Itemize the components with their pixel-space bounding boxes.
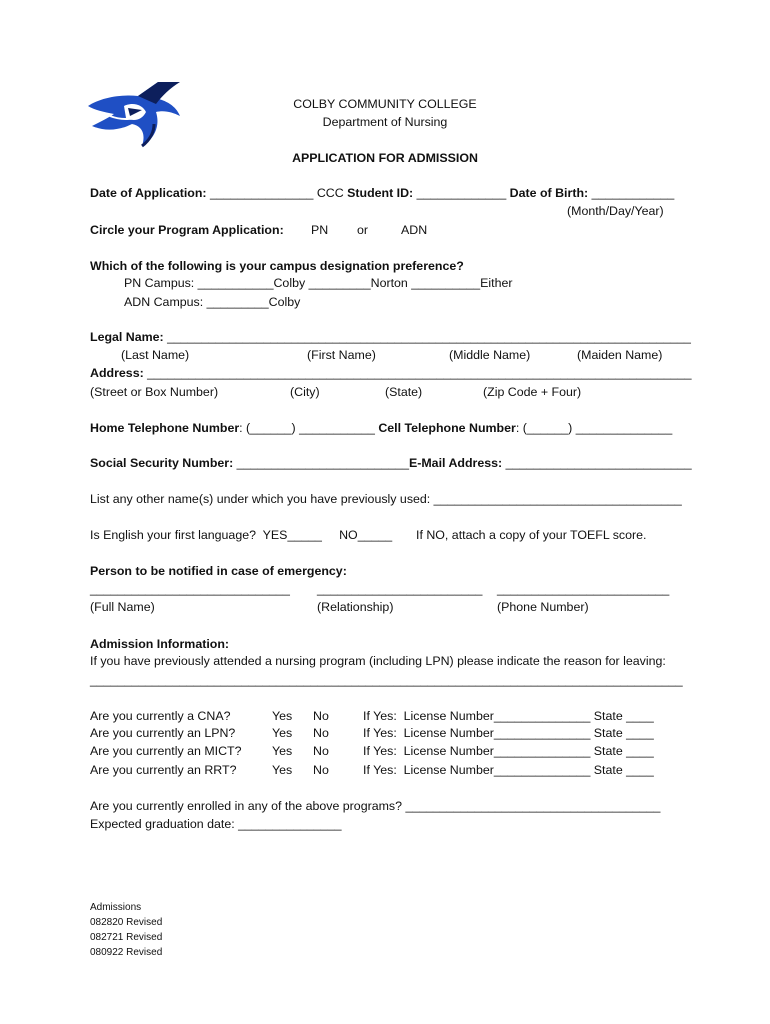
address-label: Address: — [90, 366, 144, 380]
first-name-caption: (First Name) — [307, 348, 376, 362]
middle-name-caption: (Middle Name) — [449, 348, 531, 362]
program-label: Circle your Program Application: — [90, 223, 284, 237]
email-field[interactable]: ___________________________ — [502, 456, 692, 470]
footer-line: 080922 Revised — [90, 947, 163, 958]
date-of-application-field[interactable]: _______________ CCC — [206, 186, 348, 200]
lpn-no[interactable]: No — [313, 726, 329, 740]
city-caption: (City) — [290, 385, 320, 399]
address-row — [90, 365, 692, 381]
campus-question: Which of the following is your campus designation preference? — [90, 259, 464, 273]
home-phone-label: Home Telephone Number — [90, 421, 240, 435]
mict-yes[interactable]: Yes — [272, 744, 293, 758]
mict-question: Are you currently an MICT? — [90, 744, 242, 758]
emergency-phone-field[interactable]: _________________________ — [497, 582, 670, 596]
dates-row — [90, 185, 674, 201]
cna-yes[interactable]: Yes — [272, 709, 293, 723]
cell-phone-field[interactable]: : (______) ______________ — [515, 421, 673, 435]
date-of-application-label: Date of Application: — [90, 186, 207, 200]
reason-for-leaving-field[interactable]: ______________________________________________________________________________________ — [90, 673, 683, 687]
english-question[interactable]: Is English your first language? YES_____ NO_____ — [90, 528, 393, 542]
emergency-relationship-field[interactable]: ________________________ — [317, 582, 483, 596]
address-field[interactable]: _______________________________________________________________________________ — [143, 366, 692, 380]
street-caption: (Street or Box Number) — [90, 385, 219, 399]
phone-number-caption: (Phone Number) — [497, 600, 589, 614]
program-or: or — [357, 223, 369, 237]
dob-format-hint: (Month/Day/Year) — [567, 204, 664, 218]
date-of-birth-field[interactable]: ____________ — [588, 186, 675, 200]
pn-campus-line[interactable]: PN Campus: ___________Colby _________Norton __________Either — [124, 276, 513, 290]
phone-row — [90, 420, 672, 436]
form-title: APPLICATION FOR ADMISSION — [292, 151, 478, 165]
ssn-field[interactable]: _________________________ — [233, 456, 409, 470]
college-name: COLBY COMMUNITY COLLEGE — [293, 97, 477, 111]
college-logo — [80, 76, 185, 151]
email-label: E-Mail Address: — [408, 456, 503, 470]
cna-license-info[interactable]: If Yes: License Number______________ State ____ — [363, 709, 654, 723]
rrt-question: Are you currently an RRT? — [90, 763, 237, 777]
footer-line: Admissions — [90, 902, 142, 913]
footer-line: 082721 Revised — [90, 932, 163, 943]
student-id-label: Student ID: — [347, 186, 414, 200]
student-id-field[interactable]: _____________ — [413, 186, 510, 200]
legal-name-label: Legal Name: — [90, 330, 164, 344]
ssn-email-row — [90, 455, 692, 471]
emergency-full-name-field[interactable]: _____________________________ — [90, 582, 290, 596]
revision-footer — [90, 900, 162, 960]
zip-caption: (Zip Code + Four) — [483, 385, 582, 399]
department-name: Department of Nursing — [322, 115, 448, 129]
lpn-question: Are you currently an LPN? — [90, 726, 236, 740]
mict-no[interactable]: No — [313, 744, 329, 758]
cna-question: Are you currently a CNA? — [90, 709, 231, 723]
program-option-pn[interactable]: PN — [311, 223, 329, 237]
home-phone-field[interactable]: : (______) ___________ — [239, 421, 379, 435]
toefl-note: If NO, attach a copy of your TOEFL score. — [416, 528, 647, 542]
admission-label: Admission Information: — [90, 637, 230, 651]
emergency-label: Person to be notified in case of emergency: — [90, 564, 347, 578]
last-name-caption: (Last Name) — [121, 348, 190, 362]
admission-question: If you have previously attended a nursing program (including LPN) please indicate the reason for leaving: — [90, 654, 666, 668]
date-of-birth-label: Date of Birth: — [509, 186, 589, 200]
relationship-caption: (Relationship) — [317, 600, 394, 614]
ssn-label: Social Security Number: — [90, 456, 234, 470]
lpn-license-info[interactable]: If Yes: License Number______________ State ____ — [363, 726, 654, 740]
cna-no[interactable]: No — [313, 709, 329, 723]
program-option-adn[interactable]: ADN — [401, 223, 428, 237]
graduation-date[interactable]: Expected graduation date: _______________ — [90, 817, 342, 831]
legal-name-field[interactable]: ____________________________________________________________________________ — [163, 330, 691, 344]
legal-name-row — [90, 329, 691, 345]
cell-phone-label: Cell Telephone Number — [378, 421, 516, 435]
other-names-line[interactable]: List any other name(s) under which you have previously used: ____________________________________ — [90, 492, 682, 506]
maiden-name-caption: (Maiden Name) — [577, 348, 663, 362]
footer-line: 082820 Revised — [90, 917, 163, 928]
rrt-no[interactable]: No — [313, 763, 329, 777]
rrt-yes[interactable]: Yes — [272, 763, 293, 777]
state-caption: (State) — [385, 385, 423, 399]
adn-campus-line[interactable]: ADN Campus: _________Colby — [124, 295, 301, 309]
lpn-yes[interactable]: Yes — [272, 726, 293, 740]
enrolled-question[interactable]: Are you currently enrolled in any of the above programs? _____________________________________ — [90, 799, 661, 813]
full-name-caption: (Full Name) — [90, 600, 155, 614]
rrt-license-info[interactable]: If Yes: License Number______________ State ____ — [363, 763, 654, 777]
mict-license-info[interactable]: If Yes: License Number______________ State ____ — [363, 744, 654, 758]
